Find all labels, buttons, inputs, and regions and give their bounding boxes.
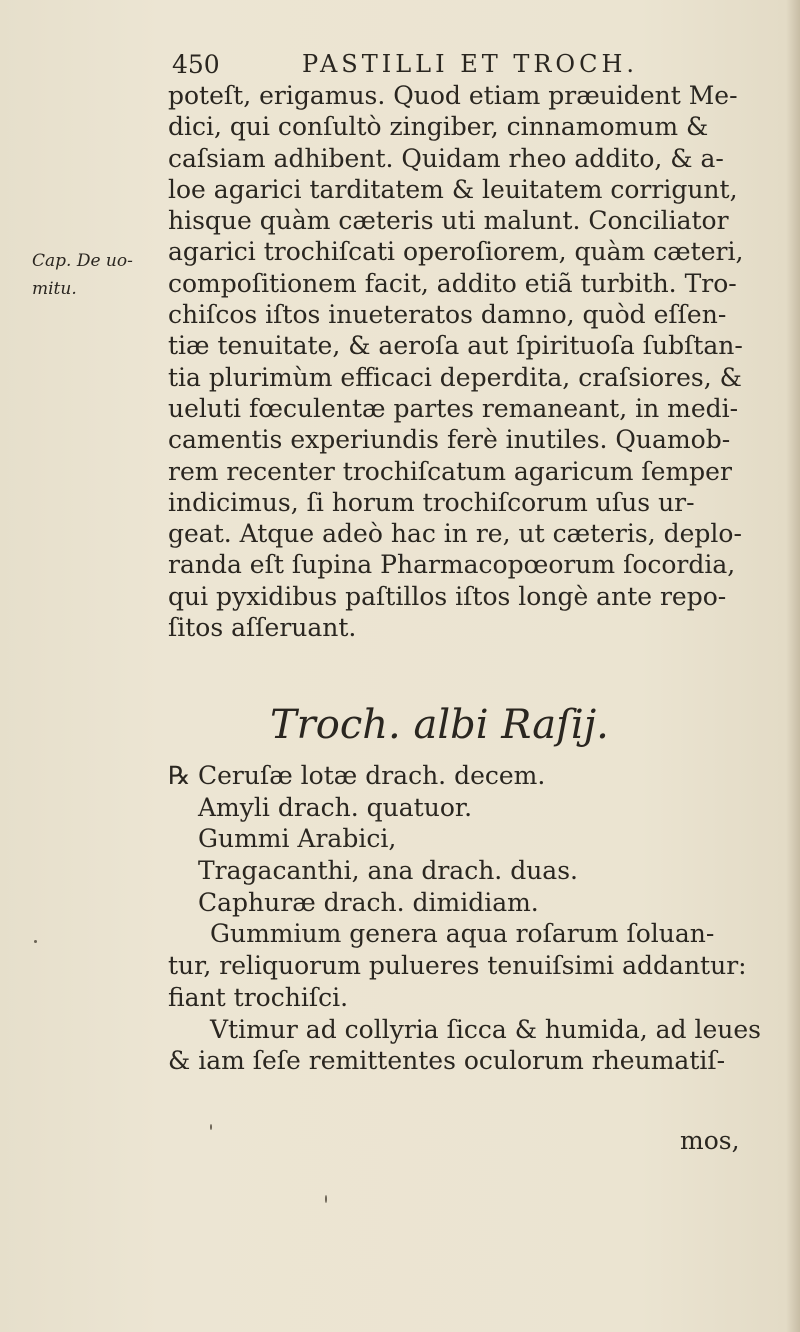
- margin-note: [32, 247, 133, 303]
- text-line: caſsiam adhibent. Quidam rheo addito, & a-: [168, 143, 724, 173]
- recipe-ingredient: [168, 760, 768, 792]
- text-line: dici, qui conſultò zingiber, cinnamomum &: [168, 112, 709, 142]
- margin-note-line: Cap. De uo-: [32, 251, 133, 271]
- text-line: ueluti fœculentæ partes remaneant, in medi-: [168, 393, 739, 423]
- text-line: chiſcos iſtos inueteratos damno, quòd eſſen-: [168, 300, 727, 330]
- text-line: tia plurimùm efficaci deperdita, craſsiores, &: [168, 362, 742, 392]
- text-line: compoſitionem facit, addito etiã turbith. Tro-: [168, 268, 737, 298]
- text-line: loe agarici tarditatem & leuitatem corrigunt,: [168, 174, 738, 204]
- text-line: geat. Atque adeò hac in re, ut cæteris, deplo-: [168, 519, 742, 549]
- page-number: 450: [172, 50, 220, 79]
- recipe-ingredient: Amyli drach. quatuor.: [198, 792, 473, 822]
- text-line: Vtimur ad collyria ſicca & humida, ad leues: [210, 1014, 762, 1044]
- text-line: rem recenter trochiſcatum agaricum ſemper: [168, 456, 732, 486]
- ingredient-text: Ceruſæ lotæ drach. decem.: [198, 761, 546, 790]
- recipe-block: [168, 760, 768, 1077]
- recipe-ingredient: Caphuræ drach. dimidiam.: [198, 887, 539, 917]
- text-line: Gummium genera aqua roſarum ſoluan-: [210, 919, 715, 949]
- recipe-title: Troch. albi Raſij.: [270, 702, 609, 748]
- text-line: randa eſt ſupina Pharmacopœorum ſocordia,: [168, 550, 736, 580]
- text-line: agarici trochiſcati operoſiorem, quàm cæteri,: [168, 237, 744, 267]
- text-line: & iam ſeſe remittentes oculorum rheumatiſ-: [168, 1046, 726, 1076]
- catchword: mos,: [680, 1126, 740, 1155]
- paper-speck: [325, 1195, 327, 1203]
- text-line: hisque quàm cæteris uti malunt. Conciliator: [168, 206, 729, 236]
- text-line: tur, reliquorum pulueres tenuiſsimi addantur:: [168, 951, 747, 981]
- text-line: camentis experiundis ferè inutiles. Quamob-: [168, 425, 731, 455]
- running-title: PASTILLI ET TROCH.: [302, 50, 639, 78]
- paper-speck: [210, 1124, 212, 1130]
- text-line: poteſt, erigamus. Quod etiam præuident Me-: [168, 81, 738, 110]
- page-edge-shadow: [786, 0, 800, 1332]
- text-line: qui pyxidibus paſtillos iſtos longè ante repo-: [168, 581, 727, 611]
- text-line: fiant trochiſci.: [168, 982, 349, 1012]
- body-text: [168, 80, 768, 643]
- paper-speck: [34, 940, 37, 943]
- recipe-ingredient: Gummi Arabici,: [198, 824, 397, 854]
- recipe-symbol-icon: ℞: [168, 761, 191, 790]
- text-line: tiæ tenuitate, & aeroſa aut ſpirituoſa ſubſtan-: [168, 331, 743, 361]
- text-line: indicimus, ſi horum trochiſcorum uſus ur-: [168, 487, 695, 517]
- text-line: ſitos aſſeruant.: [168, 613, 357, 643]
- recipe-ingredient: Tragacanthi, ana drach. duas.: [198, 856, 578, 886]
- margin-note-line: mitu.: [32, 279, 77, 299]
